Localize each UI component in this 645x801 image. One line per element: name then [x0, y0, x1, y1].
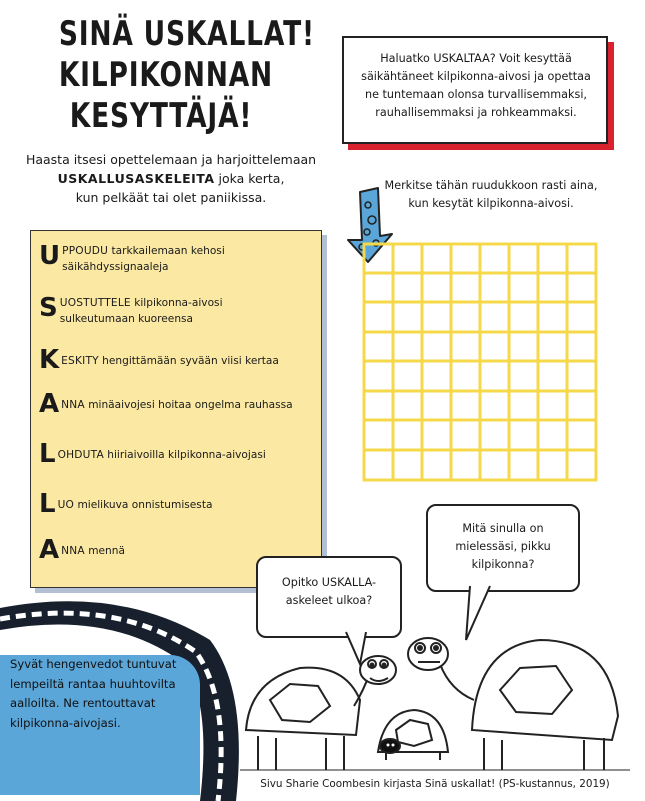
speech-bubble-right-text: Mitä sinulla on mielessäsi, pikku kilpikonna? — [455, 522, 551, 571]
intro-box-text: Haluatko USKALTAA? Voit kesyttää säikähtäneet kilpikonna-aivosi ja opettaa ne tuntemaan olonsa turvallisemmaksi, rauhallisemmaksi ja rohkeammaksi. — [361, 52, 591, 119]
step-1-letter: U — [39, 241, 61, 271]
arrow-down-icon — [348, 188, 392, 262]
step-3-letter: K — [39, 345, 60, 375]
title-line-2: KILPIKONNAN — [58, 55, 274, 95]
step-5-letter: L — [39, 439, 56, 469]
intro-line-3: kun pelkäät tai olet paniikissa. — [75, 190, 267, 205]
breathing-info-text: Syvät hengenvedot tuntuvat lempeiltä rantaa huuhtovilta aalloilta. Ne rentouttavat kilpikonna-aivojasi. — [10, 657, 177, 730]
step-6-letter: L — [39, 489, 56, 519]
step-6-text: mielikuva onnistumisesta — [74, 499, 213, 511]
step-3-caps: ESKITY — [61, 355, 99, 367]
step-2-text: kilpikonna-aivosi sulkeutumaan kuoreensa — [59, 297, 223, 325]
step-7-letter: A — [39, 535, 60, 565]
step-4-caps: NNA — [61, 399, 85, 411]
title-line-1: SINÄ USKALLAT! — [58, 14, 315, 54]
speech-bubble-right — [426, 504, 580, 592]
tally-grid — [364, 244, 596, 480]
step-2-caps: UOSTUTTELE — [59, 297, 131, 309]
speech-bubble-left — [256, 556, 402, 638]
step-6-caps: UO — [57, 499, 75, 511]
step-2-letter: S — [39, 293, 58, 323]
step-4-text: minäaivojesi hoitaa ongelma rauhassa — [84, 399, 293, 411]
speech-bubble-left-text: Opitko USKALLA-askeleet ulkoa? — [281, 576, 377, 607]
step-7-text: mennä — [84, 545, 125, 557]
step-5-caps: OHDUTA — [57, 449, 104, 461]
step-1-text: tarkkailemaan kehosi säikähdyssignaaleja — [62, 245, 225, 273]
step-1-caps: PPOUDU — [62, 245, 109, 257]
grid-instructions: Merkitse tähän ruudukkoon rasti aina, kun kesytät kilpikonna-aivosi. — [384, 179, 598, 210]
credit-text: Sivu Sharie Coombesin kirjasta Sinä uskallat! (PS-kustannus, 2019) — [260, 778, 610, 790]
intro-bold: USKALLUSASKELEITA — [57, 171, 215, 186]
step-4-letter: A — [39, 389, 60, 419]
small-turtle-illustration — [378, 710, 448, 760]
intro-line-1: Haasta itsesi opettelemaan ja harjoittelemaan — [25, 152, 317, 167]
step-7-caps: NNA — [61, 545, 85, 557]
step-5-text: hiiriaivoilla kilpikonna-aivojasi — [103, 449, 266, 461]
step-3-text: hengittämään syvään viisi kertaa — [98, 355, 279, 367]
left-turtle-illustration — [246, 656, 396, 770]
title-line-3: KESYTTÄJÄ! — [69, 96, 253, 136]
intro-line-2-rest: joka kerta, — [214, 171, 285, 186]
breathing-info-box — [0, 655, 200, 795]
mouse-icon — [380, 739, 400, 753]
